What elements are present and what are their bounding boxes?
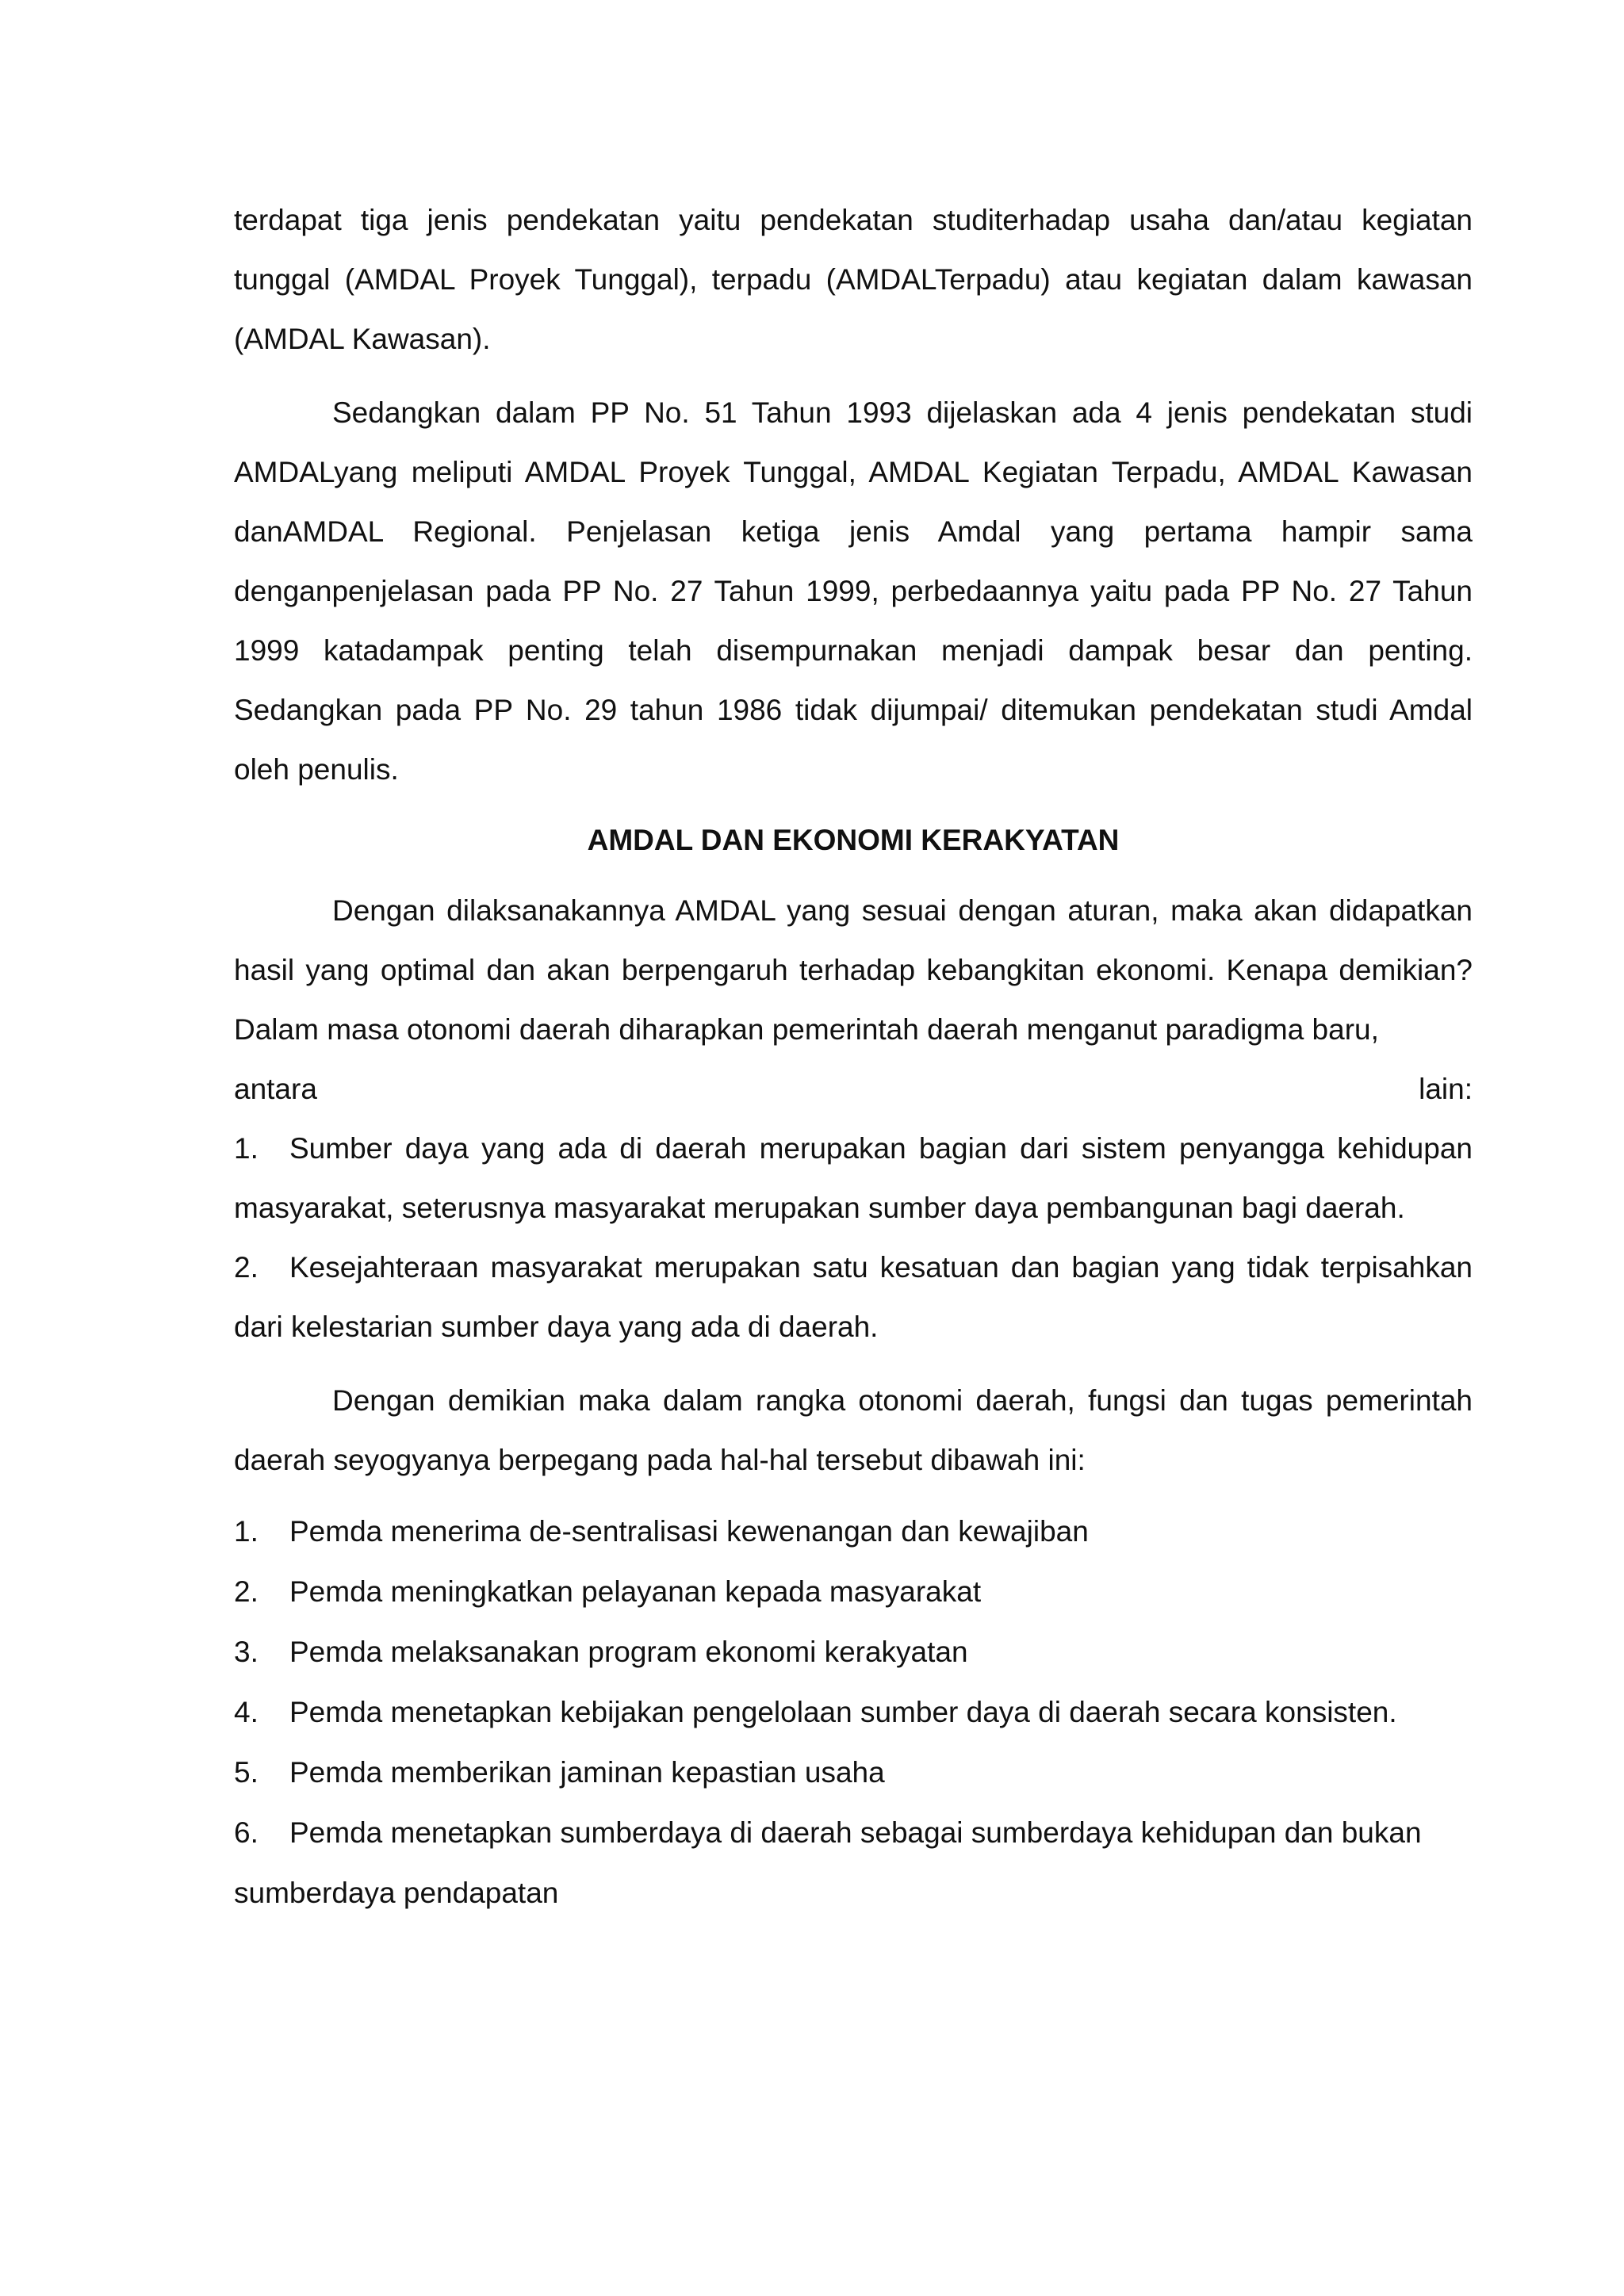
economy-split-left: antara [234, 1073, 317, 1105]
economy-list-item [234, 1238, 1473, 1357]
list-text: Pemda memberikan jaminan kepastian usaha [289, 1756, 885, 1789]
pemda-list-item [234, 1502, 1473, 1562]
list-text: Pemda melaksanakan program ekonomi kerakyatan [289, 1636, 968, 1668]
list-text: Pemda menetapkan sumberdaya di daerah sebagai sumberdaya kehidupan dan bukan sumberdaya pendapatan [234, 1816, 1422, 1909]
list-text: Sumber daya yang ada di daerah merupakan bagian dari sistem penyangga kehidupan masyarakat, seterusnya masyarakat merupakan sumber daya pembangunan bagi daerah. [234, 1132, 1473, 1224]
economy-paragraph: Dengan dilaksanakannya AMDAL yang sesuai dengan aturan, maka akan didapatkan hasil yang optimal dan akan berpengaruh terhadap kebangkitan ekonomi. Kenapa demikian? Dalam masa otonomi daerah diharapkan pemerintah daerah menganut paradigma baru, [234, 894, 1473, 1046]
pemda-list-item [234, 1562, 1473, 1622]
list-text: Pemda meningkatkan pelayanan kepada masyarakat [289, 1575, 982, 1608]
list-text: Pemda menetapkan kebijakan pengelolaan sumber daya di daerah secara konsisten. [289, 1696, 1397, 1728]
economy-list-item [234, 1119, 1473, 1238]
list-text: Kesejahteraan masyarakat merupakan satu kesatuan dan bagian yang tidak terpisahkan dari kelestarian sumber daya yang ada di daerah. [234, 1251, 1473, 1343]
economy-split-right: lain: [1419, 1073, 1473, 1105]
list-number: 2. [234, 1575, 259, 1608]
pemda-intro-paragraph: Dengan demikian maka dalam rangka otonomi daerah, fungsi dan tugas pemerintah daerah seyogyanya berpegang pada hal-hal tersebut dibawah ini: [234, 1384, 1473, 1476]
list-number: 2. [234, 1251, 259, 1284]
pemda-list-item [234, 1622, 1473, 1682]
list-number: 3. [234, 1636, 259, 1668]
pemda-list [234, 1502, 1473, 1923]
document-content [234, 190, 1473, 1923]
pemda-list-item [234, 1803, 1473, 1923]
list-number: 6. [234, 1816, 259, 1849]
pp51-paragraph: Sedangkan dalam PP No. 51 Tahun 1993 dijelaskan ada 4 jenis pendekatan studi AMDALyang meliputi AMDAL Proyek Tunggal, AMDAL Kegiatan Terpadu, AMDAL Kawasan danAMDAL Regional. Penjelasan ketiga jenis Amdal yang pertama hampir sama denganpenjelasan pada PP No. 27 Tahun 1999, perbedaannya yaitu pada PP No. 27 Tahun 1999 katadampak penting telah disempurnakan menjadi dampak besar dan penting. Sedangkan pada PP No. 29 tahun 1986 tidak dijumpai/ ditemukan pendekatan studi Amdal oleh penulis. [234, 396, 1473, 786]
list-number: 1. [234, 1515, 259, 1548]
economy-split-line [234, 1059, 1473, 1119]
pemda-list-item [234, 1682, 1473, 1743]
list-number: 4. [234, 1696, 259, 1728]
pemda-list-item [234, 1743, 1473, 1803]
list-text: Pemda menerima de-sentralisasi kewenangan dan kewajiban [289, 1515, 1089, 1548]
list-number: 1. [234, 1132, 259, 1165]
intro-paragraph: terdapat tiga jenis pendekatan yaitu pendekatan studiterhadap usaha dan/atau kegiatan tunggal (AMDAL Proyek Tunggal), terpadu (AMDALTerpadu) atau kegiatan dalam kawasan (AMDAL Kawasan). [234, 204, 1473, 355]
list-number: 5. [234, 1756, 259, 1789]
section-heading: AMDAL DAN EKONOMI KERAKYATAN [587, 824, 1120, 856]
